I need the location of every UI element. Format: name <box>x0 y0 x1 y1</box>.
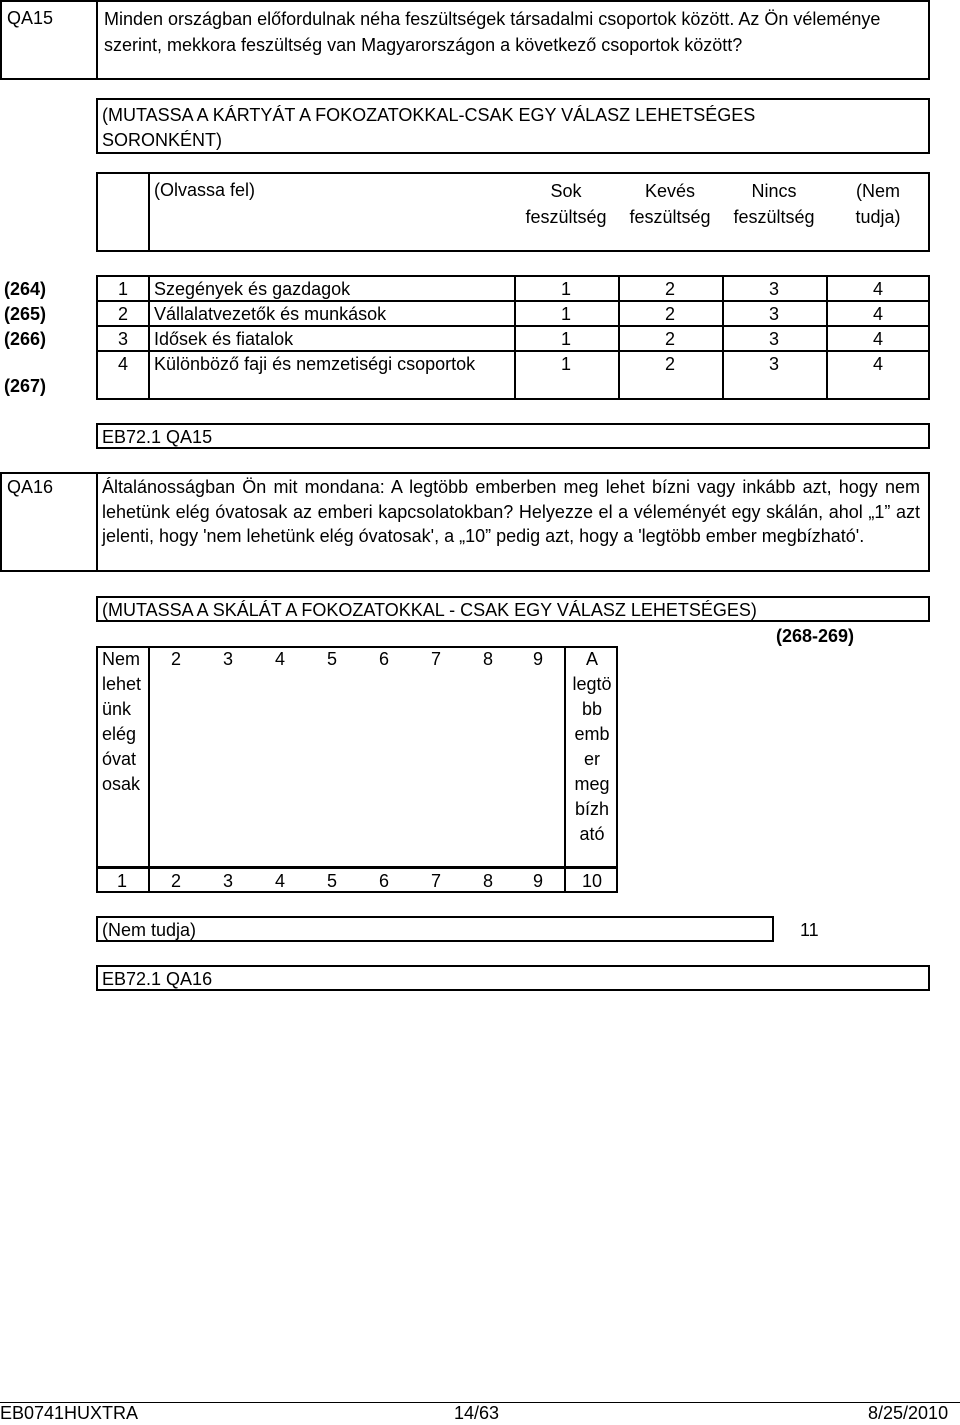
qa15-col-nincs: Nincs feszültség <box>733 181 815 227</box>
table-row-label: Idősek és fiatalok <box>154 329 294 349</box>
table-row-label: Vállalatvezetők és munkások <box>154 304 387 324</box>
qa15-row-code: (267) <box>4 376 47 396</box>
table-row-num: 3 <box>118 329 129 349</box>
answer-code[interactable]: 1 <box>560 329 571 349</box>
qa15-col-sok: Sok feszültség <box>525 181 607 227</box>
qa15-row-code: (265) <box>4 304 47 324</box>
scale-mid-value: 8 <box>482 649 493 669</box>
qa15-question: Minden országban előfordulnak néha feszültségek társadalmi csoportok között. Az Ön véleménye szerint, mekkora feszültség van Magyarországon a következő csoportok között? <box>104 9 881 55</box>
qa16-code: QA16 <box>7 477 54 497</box>
answer-code[interactable]: 3 <box>768 329 779 349</box>
table-row-num: 4 <box>118 354 129 374</box>
scale-mid-value: 3 <box>222 649 233 669</box>
scale-left-label: Nem lehet ünk elég óvat osak <box>102 649 142 794</box>
answer-code[interactable]: 1 <box>560 354 571 374</box>
answer-code[interactable]: 3 <box>768 304 779 324</box>
qa16-ref-box <box>96 965 930 991</box>
answer-code[interactable]: 2 <box>664 304 675 324</box>
scale-code[interactable]: 8 <box>482 871 493 891</box>
qa16-ref: EB72.1 QA16 <box>102 969 213 989</box>
table-row-label: Különböző faji és nemzetiségi csoportok <box>154 354 476 374</box>
answer-code[interactable]: 4 <box>872 329 883 349</box>
scale-code[interactable]: 7 <box>430 871 441 891</box>
answer-code[interactable]: 2 <box>664 354 675 374</box>
table-row-num: 1 <box>118 279 129 299</box>
answer-code[interactable]: 2 <box>664 279 675 299</box>
answer-code[interactable]: 4 <box>872 354 883 374</box>
scale-mid-value: 9 <box>532 649 543 669</box>
qa15-row-code: (264) <box>4 279 47 299</box>
scale-code[interactable]: 9 <box>532 871 543 891</box>
scale-code[interactable]: 1 <box>116 871 127 891</box>
qa15-ref: EB72.1 QA15 <box>102 427 213 447</box>
answer-code[interactable]: 4 <box>872 279 883 299</box>
qa16-dk-code[interactable]: 11 <box>800 920 819 940</box>
qa15-ref-box <box>96 423 930 449</box>
scale-code[interactable]: 4 <box>274 871 285 891</box>
answer-code[interactable]: 2 <box>664 329 675 349</box>
qa16-instruction: (MUTASSA A SKÁLÁT A FOKOZATOKKAL - CSAK EGY VÁLASZ LEHETSÉGES) <box>102 600 757 620</box>
qa15-row-code: (266) <box>4 329 47 349</box>
table-row-label: Szegények és gazdagok <box>154 279 351 299</box>
scale-code[interactable]: 3 <box>222 871 233 891</box>
scale-mid-value: 2 <box>170 649 181 669</box>
table-row-num: 2 <box>118 304 129 324</box>
qa15-col-keves: Kevés feszültség <box>629 181 711 227</box>
answer-code[interactable]: 4 <box>872 304 883 324</box>
qa15-code: QA15 <box>7 8 54 28</box>
answer-code[interactable]: 1 <box>560 279 571 299</box>
qa16-dk-box <box>96 916 774 942</box>
scale-code[interactable]: 2 <box>170 871 181 891</box>
scale-code[interactable]: 6 <box>378 871 389 891</box>
qa15-read-out: (Olvassa fel) <box>154 180 256 200</box>
qa16-dk-label: (Nem tudja) <box>102 920 197 940</box>
qa16-question: Általánosságban Ön mit mondana: A legtöbb emberben meg lehet bízni vagy inkább azt, hogy nem lehetünk elég óvatosak az emberi kapcsolatokban? Helyezze el a véleményét egy skálán, ahol „1” azt jelenti, hogy 'nem lehetünk elég óvatosak', a „10” pedig azt, hogy a 'legtöbb ember megbízható'. <box>102 477 920 546</box>
scale-mid-value: 4 <box>274 649 285 669</box>
scale-mid-value: 6 <box>378 649 389 669</box>
answer-code[interactable]: 3 <box>768 279 779 299</box>
footer-page-number: 14/63 <box>454 1403 500 1423</box>
qa16-col-code: (268-269) <box>776 626 855 646</box>
scale-right-label: A legtö bb emb er meg bízh ató <box>572 649 612 844</box>
qa15-col-nem-tudja: (Nem tudja) <box>855 181 901 227</box>
answer-code[interactable]: 3 <box>768 354 779 374</box>
footer-date: 8/25/2010 <box>868 1403 949 1423</box>
footer-doc-id: EB0741HUXTRA <box>0 1403 139 1423</box>
scale-code[interactable]: 10 <box>581 871 603 891</box>
qa16-scale-labels <box>96 646 618 868</box>
qa15-instruction: (MUTASSA A KÁRTYÁT A FOKOZATOKKAL-CSAK EGY VÁLASZ LEHETSÉGES SORONKÉNT) <box>102 105 756 150</box>
scale-mid-value: 7 <box>430 649 441 669</box>
scale-code[interactable]: 5 <box>326 871 337 891</box>
scale-mid-value: 5 <box>326 649 337 669</box>
answer-code[interactable]: 1 <box>560 304 571 324</box>
